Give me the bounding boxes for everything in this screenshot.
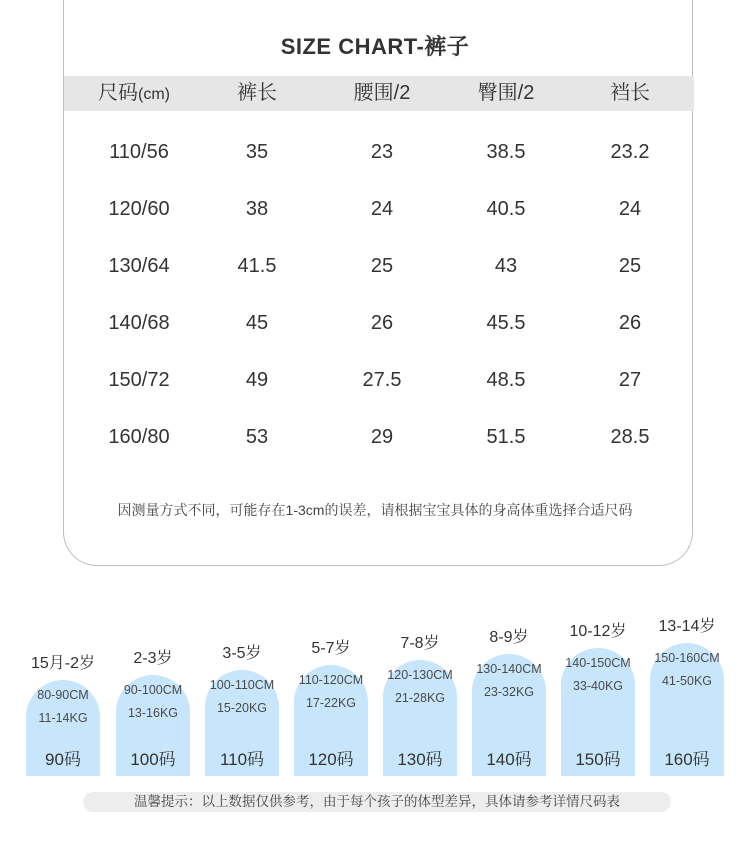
size-cell: 130/64	[108, 255, 170, 277]
table-cell: 48.5	[486, 369, 526, 391]
height-range: 150-160CM	[654, 651, 720, 665]
table-cell: 45	[245, 312, 269, 334]
table-cell: 25	[370, 255, 394, 277]
table-cell: 38	[245, 198, 269, 220]
table-cell: 25	[618, 255, 642, 277]
header-crotch: 裆长	[610, 82, 650, 104]
size-cell: 140/68	[108, 312, 170, 334]
size-code: 160码	[664, 750, 710, 769]
weight-range: 23-32KG	[483, 685, 535, 699]
height-range: 130-140CM	[476, 662, 542, 676]
table-cell: 23	[370, 141, 394, 163]
table-cell: 51.5	[486, 426, 526, 448]
height-range: 90-100CM	[123, 683, 183, 697]
table-cell: 24	[370, 198, 394, 220]
size-cell: 160/80	[108, 426, 170, 448]
table-cell: 26	[618, 312, 642, 334]
height-range: 80-90CM	[37, 688, 89, 702]
size-code: 140码	[486, 750, 532, 769]
size-cell: 150/72	[108, 369, 170, 391]
height-range: 110-120CM	[298, 673, 364, 687]
weight-range: 13-16KG	[127, 706, 179, 720]
table-cell: 53	[245, 426, 269, 448]
table-cell: 35	[245, 141, 269, 163]
size-cell: 120/60	[108, 198, 170, 220]
size-code: 150码	[575, 750, 621, 769]
age-label: 7-8岁	[400, 635, 440, 652]
header-size	[74, 76, 194, 111]
weight-range: 41-50KG	[661, 674, 713, 688]
header-unit: (cm)	[138, 86, 170, 103]
table-cell: 26	[370, 312, 394, 334]
age-label: 13-14岁	[658, 618, 716, 635]
page-title: SIZE CHART-裤子	[280, 34, 470, 59]
table-cell: 41.5	[237, 255, 277, 277]
measurement-note: 因测量方式不同，可能存在1-3cm的误差，请根据宝宝具体的身高体重选择合适尺码	[117, 502, 633, 518]
table-cell: 29	[370, 426, 394, 448]
weight-range: 33-40KG	[572, 679, 624, 693]
table-cell: 43	[494, 255, 518, 277]
height-range: 140-150CM	[565, 656, 631, 670]
header-waist: 腰围/2	[353, 82, 411, 104]
table-cell: 28.5	[610, 426, 650, 448]
table-cell: 24	[618, 198, 642, 220]
weight-range: 11-14KG	[38, 711, 88, 725]
age-label: 8-9岁	[489, 629, 529, 646]
table-cell: 45.5	[486, 312, 526, 334]
table-cell: 27.5	[362, 369, 402, 391]
table-cell: 49	[245, 369, 269, 391]
size-code: 110码	[219, 750, 265, 769]
header-hip: 臀围/2	[477, 82, 535, 104]
weight-range: 15-20KG	[216, 701, 268, 715]
age-label: 2-3岁	[133, 650, 173, 667]
size-cell: 110/56	[109, 141, 169, 163]
age-label: 3-5岁	[222, 645, 262, 662]
header-size-label: 尺码	[98, 82, 138, 104]
size-code: 90码	[45, 750, 81, 769]
header-pants-length: 裤长	[237, 82, 277, 104]
height-range: 120-130CM	[387, 668, 453, 682]
weight-range: 17-22KG	[305, 696, 357, 710]
table-cell: 23.2	[610, 141, 650, 163]
size-code: 100码	[130, 750, 176, 769]
age-label: 5-7岁	[311, 640, 351, 657]
age-label: 15月-2岁	[30, 655, 96, 672]
age-label: 10-12岁	[569, 623, 627, 640]
size-code: 130码	[397, 750, 443, 769]
height-range: 100-110CM	[209, 678, 275, 692]
table-cell: 38.5	[486, 141, 526, 163]
size-code: 120码	[308, 750, 354, 769]
tip-banner: 温馨提示：以上数据仅供参考，由于每个孩子的体型差异，具体请参考详情尺码表	[83, 792, 671, 812]
weight-range: 21-28KG	[394, 691, 446, 705]
table-cell: 27	[618, 369, 642, 391]
table-cell: 40.5	[486, 198, 526, 220]
